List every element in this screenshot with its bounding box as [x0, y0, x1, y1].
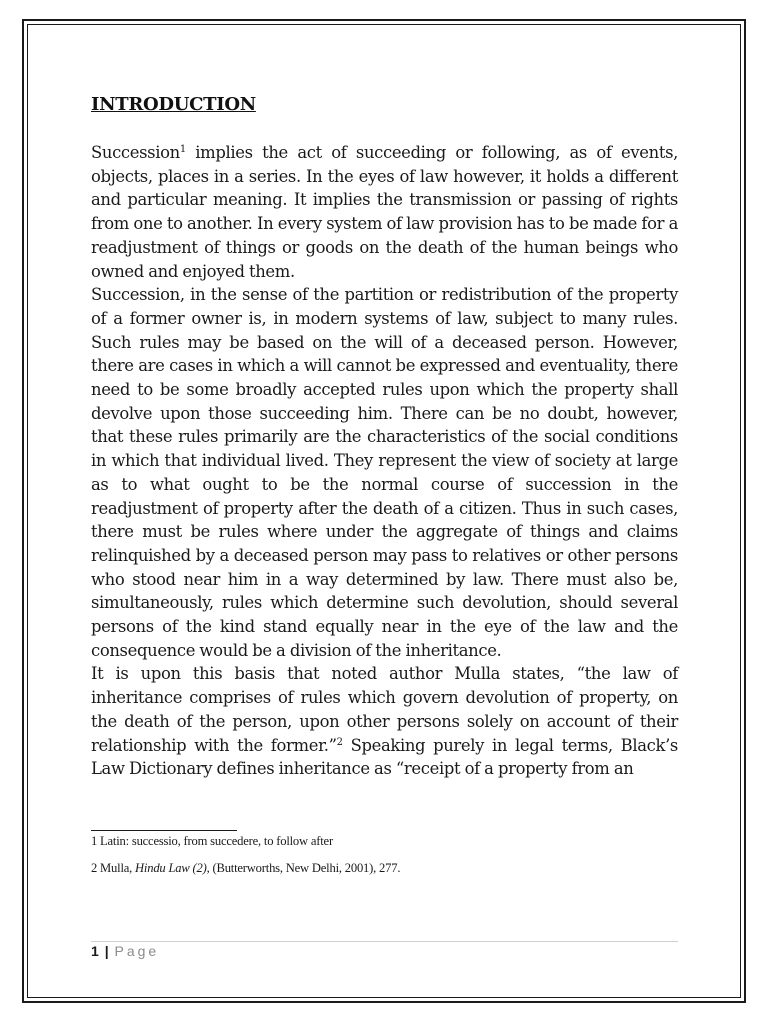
- paragraph-3-tail: Speaking purely in legal terms, Black’s Law Dictionary defines inheritance as “receipt of a property from an: [91, 735, 678, 779]
- footnote-2-prefix: 2 Mulla,: [91, 861, 136, 875]
- footer-separator: [91, 941, 678, 942]
- footnote-2-title: Hindu Law (2): [135, 861, 207, 875]
- paragraph-1-lead: Succession: [91, 143, 180, 162]
- paragraph-3: [91, 662, 678, 781]
- footnote-ref-2: 2: [336, 736, 343, 748]
- page-label: Page: [114, 943, 160, 959]
- paragraph-1: [91, 141, 678, 283]
- footnote-2: [91, 861, 400, 876]
- footnote-ref-1: 1: [179, 144, 186, 155]
- footnote-1: 1 Latin: successio, from succedere, to follow after: [91, 834, 333, 848]
- footer-divider: |: [104, 943, 109, 959]
- paragraph-2: [91, 283, 678, 662]
- footnote-separator: [91, 830, 237, 831]
- footnote-2-suffix: , (Butterworths, New Delhi, 2001), 277.: [206, 861, 401, 875]
- paragraph-1-text: implies the act of succeeding or following, as of events, objects, places in a series. In the eyes of law however, it holds a different and particular meaning. It implies the transmission or passing of rights from one to another. In every system of law provision has to be made for a readjustment of things or goods on the death of the human beings who owned and enjoyed them.: [91, 143, 678, 281]
- section-heading: INTRODUCTION: [91, 94, 256, 115]
- paragraph-3-text: It is upon this basis that noted author Mulla states, “the law of inheritance comprises of rules which govern devolution of property, on the death of the person, upon other persons solely on account of their relationship with the former.”: [91, 664, 678, 755]
- paragraph-2-text: Succession, in the sense of the partition or redistribution of the property of a former owner is, in modern systems of law, subject to many rules. Such rules may be based on the will of a deceased person. However, there are cases in which a will cannot be expressed and eventuality, there need to be some broadly accepted rules upon which the property shall devolve upon those succeeding him. There can be no doubt, however, that these rules primarily are the characteristics of the social conditions in which that individual lived. They represent the view of society at large as to what ought to be the normal course of succession in the readjustment of property after the death of a citizen. Thus in such cases, there must be rules where under the aggregate of things and claims relinquished by a deceased person may pass to relatives or other persons who stood near him in a way determined by law. There must also be, simultaneously, rules which determine such devolution, should several persons of the kind stand equally near in the eye of the law and the consequence would be a division of the inheritance.: [91, 285, 678, 660]
- page-footer: [91, 943, 159, 959]
- body-text: [91, 141, 678, 781]
- page-number: 1: [91, 943, 99, 959]
